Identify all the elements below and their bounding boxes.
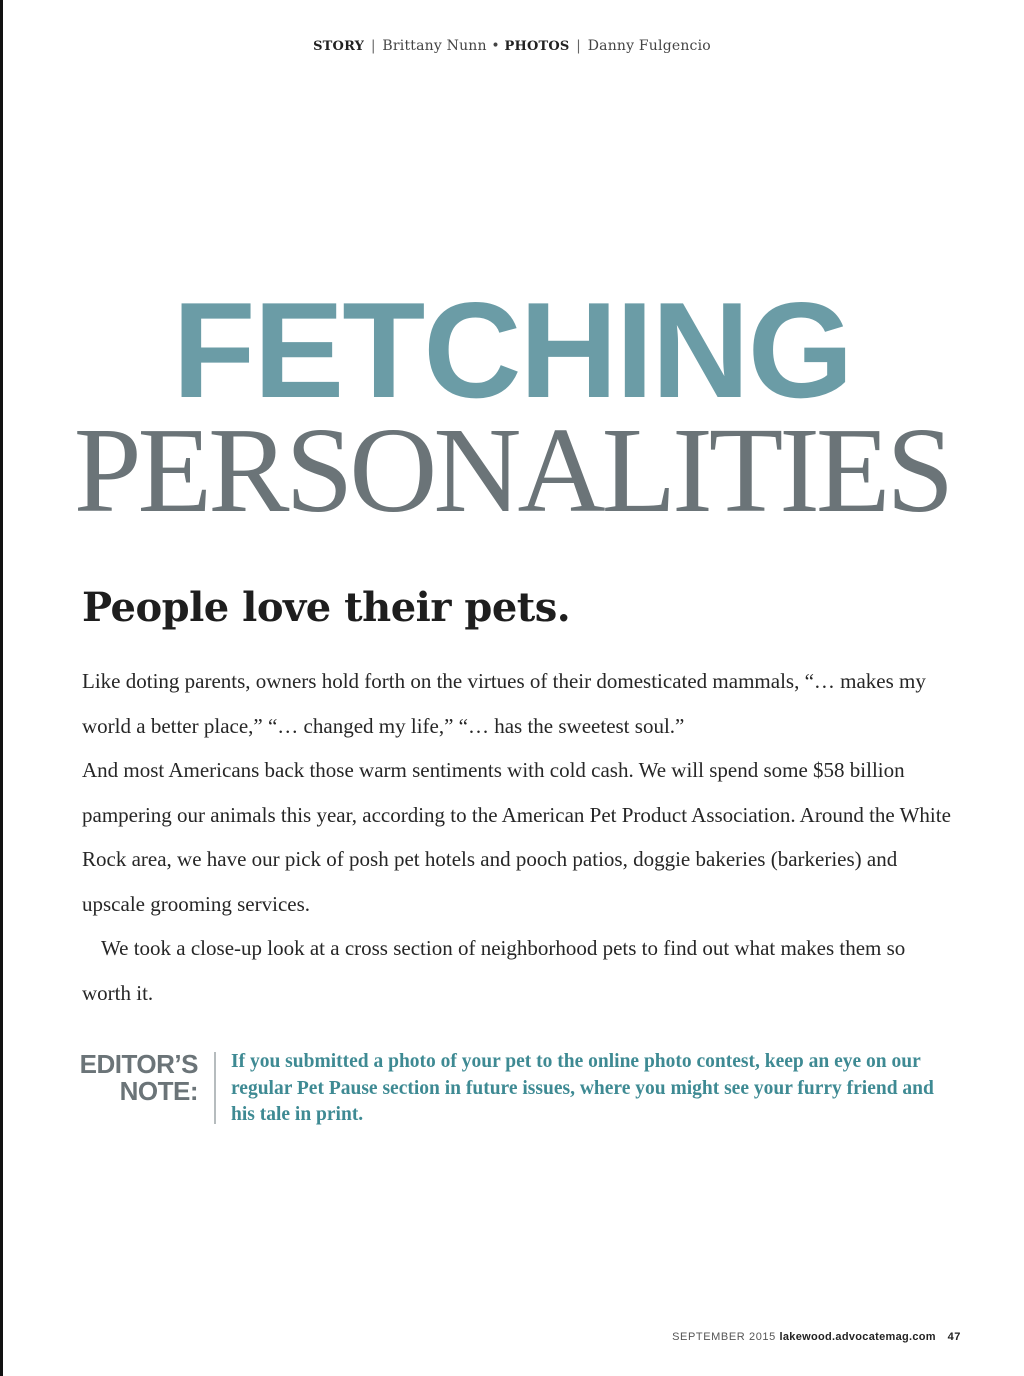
- footer-date: SEPTEMBER 2015: [672, 1331, 776, 1343]
- footer-site: lakewood.advocatemag.com: [779, 1331, 936, 1343]
- editors-note-label-line-2: NOTE:: [119, 1076, 198, 1106]
- editors-note-text: If you submitted a photo of your pet to the online photo contest, keep an eye on our regular Pet Pause section in future issues, where you might see your furry friend and his tale in print.: [231, 1051, 934, 1125]
- story-label: STORY: [313, 39, 365, 54]
- body-paragraph-1: Like doting parents, owners hold forth on the virtues of their domesticated mammals, “… makes my world a better place,” “… changed my life,” “… has the sweetest soul.”: [82, 669, 926, 738]
- article-headline: People love their pets.: [82, 584, 571, 631]
- byline: STORY | Brittany Nunn • PHOTOS | Danny Fulgencio: [313, 38, 711, 54]
- story-author: Brittany Nunn: [382, 38, 487, 54]
- photos-author: Danny Fulgencio: [587, 38, 711, 54]
- title-line-fetching: FETCHING: [172, 274, 852, 426]
- page-number: 47: [947, 1331, 961, 1343]
- editors-note-label-line-1: EDITOR’S: [79, 1049, 198, 1079]
- editors-note-divider: [214, 1052, 216, 1124]
- photos-label: PHOTOS: [504, 39, 570, 54]
- title-line-personalities: PERSONALITIES: [73, 403, 951, 538]
- body-paragraph-2: And most Americans back those warm sentiments with cold cash. We will spend some $58 billion pampering our animals this year, according to the American Pet Product Association. Around the White Rock area, we have our pick of posh pet hotels and pooch patios, doggie bakeries (barkeries) and upscale grooming services.: [82, 758, 951, 916]
- byline-bullet: •: [491, 38, 500, 54]
- editors-note-label: [60, 1051, 198, 1105]
- page-edge: [0, 0, 3, 1376]
- page-footer: [0, 1331, 961, 1343]
- body-paragraph-3: We took a close-up look at a cross section of neighborhood pets to find out what makes them so worth it.: [82, 936, 906, 1005]
- article-body: [82, 659, 952, 1015]
